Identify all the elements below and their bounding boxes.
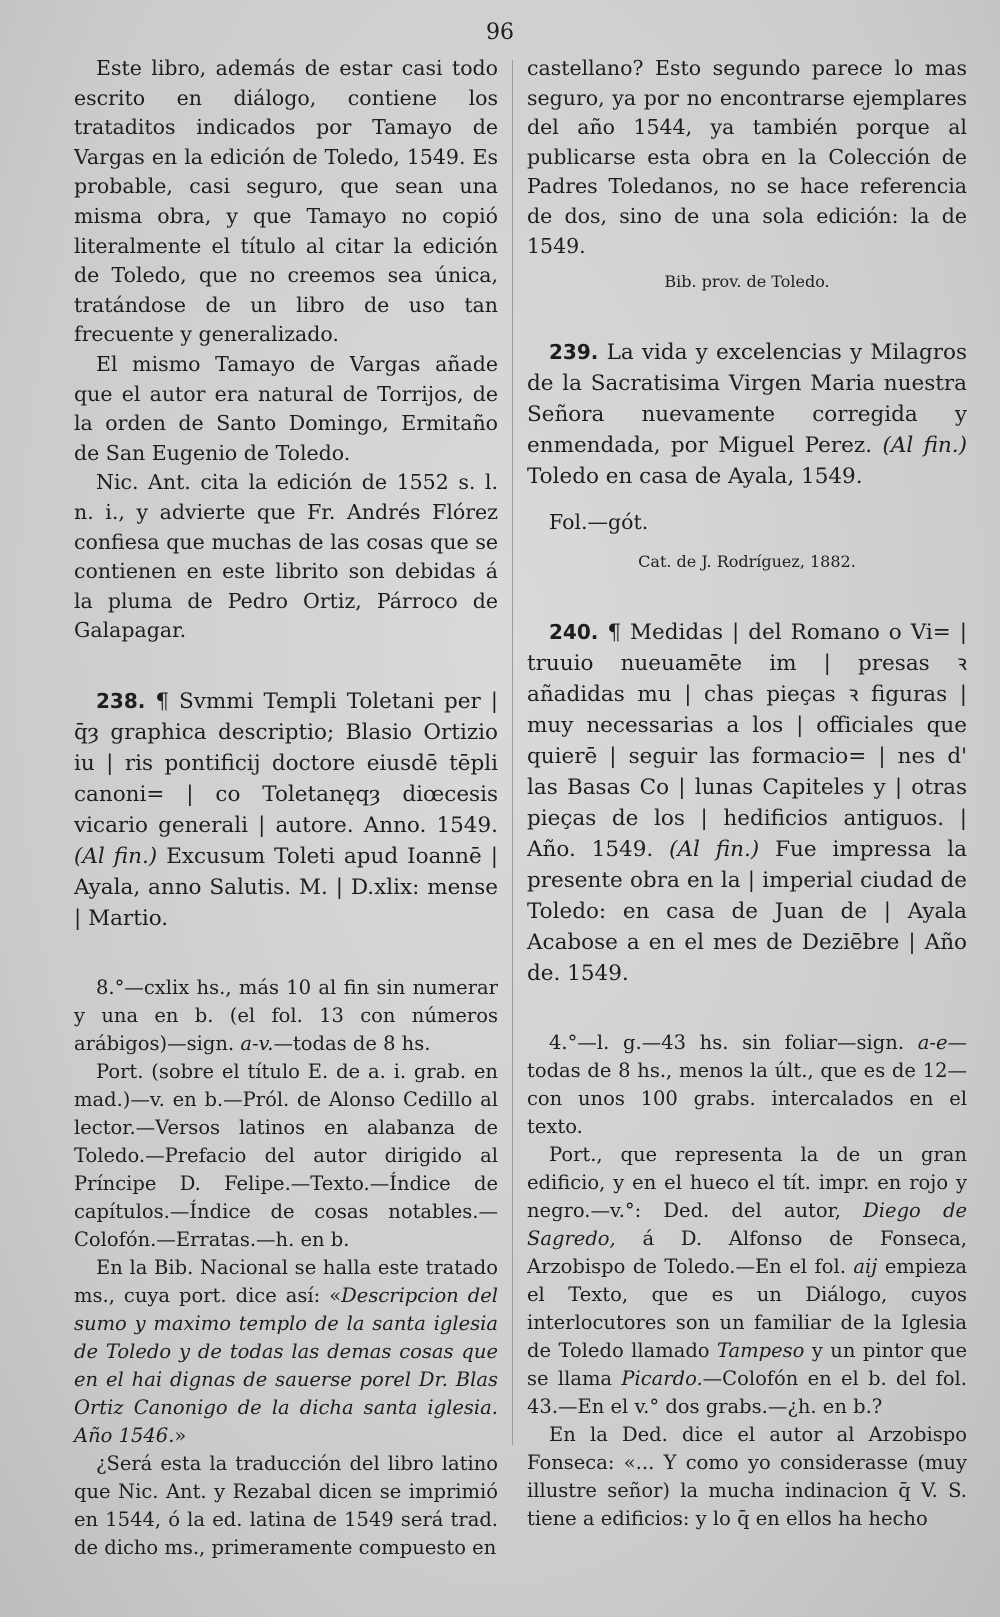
description: En la Bib. Nacional se halla este tratado ms., cuya port. dice así: «Descripcion del sumo y maximo templo de la santa iglesia de Toledo y de todas las demas cosas que en el hai dignas de sauerse porel Dr. Blas Ortiz Canonigo de la dicha santa iglesia. Año 1546.»	[74, 1255, 498, 1447]
format-note: Fol.—gót.	[549, 509, 649, 534]
al-fin-marker: (Al fin.)	[882, 432, 967, 458]
paragraph: Este libro, además de estar casi todo escrito en diálogo, contiene los trataditos indicados por Tamayo de Vargas en la edición de Toledo, 1549. Es probable, casi seguro, que sean una misma obra, y que Tamayo no copió literalmente el título al citar la edición de Toledo, que no creemos sea única, tratándose de un libro de uso tan frecuente y generalizado.	[74, 56, 498, 347]
entry-colophon: Fue impressa la presente obra en la | imperial ciudad de Toledo: en casa de Juan de | Ayala Acabose a en el mes de Deziēbre | Año de. 1549.	[527, 836, 967, 986]
entry-title: ¶ Svmmi Templi Toletani per | q̄ȝ graphica descriptio; Blasio Ortizio iu | ris pontificij doctore eiusdē tēpli canoni= | co Toletanęqȝ diœcesis vicario generali | autore. Anno. 1549.	[74, 688, 499, 838]
description: 4.°—l. g.—43 hs. sin foliar—sign. a-e—todas de 8 hs., menos la últ., que es de 12—con unos 100 grabs. intercalados en el texto.	[527, 1030, 967, 1138]
right-column	[527, 54, 967, 1533]
entry-number: 240.	[549, 619, 599, 644]
description: Port., que representa la de un gran edificio, y en el hueco el tít. impr. en rojo y negro.—v.°: Ded. del autor, Diego de Sagredo, á D. Alfonso de Fonseca, Arzobispo de Toledo.—En el fol. aij empieza el Texto, que es un Diálogo, cuyos interlocutores son un familiar de la Iglesia de Toledo llamado Tampeso y un pintor que se llama Picardo.—Colofón en el b. del fol. 43.—En el v.° dos grabs.—¿h. en b.?	[527, 1142, 968, 1418]
description: 8.°—cxlix hs., más 10 al fin sin numerar y una en b. (el fol. 13 con números arábigos)—sign. a-v.—todas de 8 hs.	[74, 975, 498, 1055]
description: Port. (sobre el título E. de a. i. grab. en mad.)—v. en b.—Pról. de Alonso Cedillo al lector.—Versos latinos en alabanza de Toledo.—Prefacio del autor dirigido al Príncipe D. Felipe.—Texto.—Índice de capítulos.—Índice de cosas notables.—Colofón.—Erratas.—h. en b.	[74, 1059, 498, 1251]
description: En la Ded. dice el autor al Arzobispo Fonseca: «... Y como yo considerasse (muy illustre señor) la mucha indinacion q̄ V. S. tiene a edificios: y lo q̄ en ellos ha hecho	[527, 1422, 967, 1530]
entry-title: ¶ Medidas | del Romano o Vi= | truuio nueuamēte im | presas ꝛ añadidas mu | chas pieças ꝛ figuras | muy necessarias a los | officiales que quierē | seguir las formacio= | nes d' las Basas Co | lunas Capiteles y | otras pieças de los | hedificios antiguos. | Año. 1549.	[527, 619, 967, 862]
entry-number: 238.	[96, 688, 146, 713]
entry-238	[74, 686, 498, 934]
entry-240	[527, 617, 967, 989]
column-divider	[512, 60, 513, 1445]
entry-colophon: Excusum Toleti apud Ioannē | Ayala, anno Salutis. M. | D.xlix: mense | Martio.	[74, 843, 498, 931]
al-fin-marker: (Al fin.)	[74, 843, 158, 869]
entry-title: La vida y excelencias y Milagros de la Sacratisima Virgen Maria nuestra Señora nuevamente corregida y enmendada, por Miguel Perez.	[527, 339, 967, 458]
catalog-reference: Cat. de J. Rodríguez, 1882.	[638, 552, 856, 572]
left-column	[74, 54, 498, 1562]
paragraph: castellano? Esto segundo parece lo mas seguro, ya por no encontrarse ejemplares del año 1544, ya también porque al publicarse esta obra en la Colección de Padres Toledanos, no se hace referencia de dos, sino de una sola edición: la de 1549.	[527, 56, 967, 258]
entry-colophon: Toledo en casa de Ayala, 1549.	[527, 463, 863, 489]
paragraph: El mismo Tamayo de Vargas añade que el autor era natural de Torrijos, de la orden de Santo Domingo, Ermitaño de San Eugenio de Toledo.	[74, 351, 498, 465]
description: ¿Será esta la traducción del libro latino que Nic. Ant. y Rezabal dicen se imprimió en 1544, ó la ed. latina de 1549 será trad. de dicho ms., primeramente compuesto en	[74, 1451, 498, 1559]
al-fin-marker: (Al fin.)	[669, 836, 760, 862]
paragraph: Nic. Ant. cita la edición de 1552 s. l. n. i., y advierte que Fr. Andrés Flórez confiesa que muchas de las cosas que se contienen en este librito son debidas á la pluma de Pedro Ortiz, Párroco de Galapagar.	[74, 470, 498, 643]
entry-number: 239.	[549, 339, 599, 364]
library-reference: Bib. prov. de Toledo.	[664, 272, 830, 292]
entry-239	[527, 337, 967, 492]
page-number: 96	[486, 20, 514, 45]
